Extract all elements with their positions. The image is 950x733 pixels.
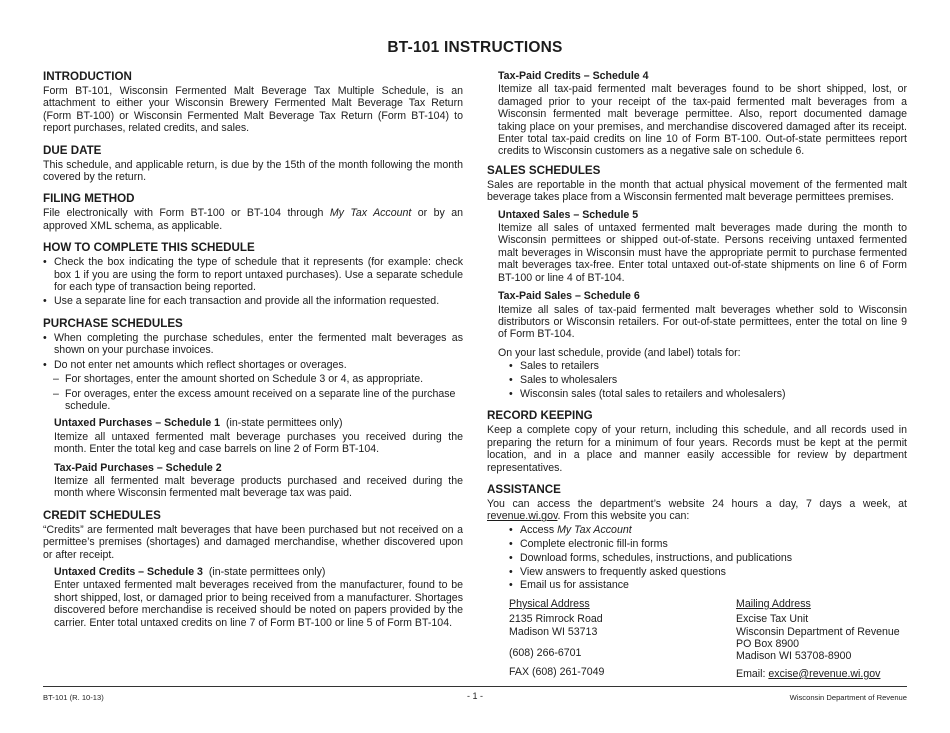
filing-method-section [43, 192, 463, 232]
introduction-text: Form BT-101, Wisconsin Fermented Malt Beverage Tax Multiple Schedule, is an attachment to either your Wisconsin Brewery Fermented Malt Beverage Tax Return (Form BT-100) or Wisconsin Fermented Malt Beverage Tax Return (Form BT-104) to report purchases, related credits, and sales. [43, 85, 463, 135]
fax-number: FAX (608) 261-7049 [509, 666, 605, 679]
schedule-6-text: Itemize all sales of tax-paid fermented malt beverages whether sold to Wisconsin distributors or Wisconsin retailers. For out-of-state permittees, enter the total on line 9 of Form BT-104. [498, 303, 907, 341]
phone-number: (608) 266-6701 [509, 647, 582, 660]
introduction-section [43, 70, 463, 135]
list-item: • Sales to wholesalers [509, 374, 907, 386]
email-line [736, 668, 936, 680]
schedule-3-heading [54, 566, 463, 578]
schedule-1-title: Untaxed Purchases – Schedule 1 [54, 417, 221, 430]
due-date-heading: DUE DATE [43, 143, 102, 157]
credit-schedules-text: “Credits” are fermented malt beverages that have been purchased but not received on a permittee’s premises (shortages) and damaged merchandise, whether discovered upon or after receipt. [43, 523, 463, 561]
schedule-2-heading: Tax-Paid Purchases – Schedule 2 [54, 461, 222, 474]
assistance-text [487, 498, 907, 523]
purchase-schedules-section [43, 317, 463, 500]
schedule-4-text: Itemize all tax-paid fermented malt beverages found to be short shipped, lost, or damaged prior to your receipt of the tax-paid fermented malt beverages from a Wisconsin fermented malt beverage permittee. Also, report documented damage taking place on your premises, and merchandise discovered damaged after its receipt. Enter total tax-paid credits on line 10 of Form BT-100. Out-of-state permittees report credits to Wisconsin customers as a negative sale on schedule 6. [498, 83, 907, 158]
filing-method-heading: FILING METHOD [43, 192, 135, 206]
assistance-text-part2: . From this website you can: [557, 510, 690, 523]
sales-schedules-section [487, 164, 907, 401]
schedule-3-note: (in-state permittees only) [208, 565, 326, 578]
credit-schedules-heading: CREDIT SCHEDULES [43, 508, 161, 522]
list-item: • Check the box indicating the type of schedule that it represents (for example: check box 1 if you are using the form to report untaxed purchases). Use a separate schedule for each type of transaction being reported. [43, 256, 463, 293]
filing-method-text [43, 207, 463, 232]
schedule-1-heading [54, 417, 463, 429]
list-item: – For shortages, enter the amount shorted on Schedule 3 or 4, as appropriate. [43, 373, 463, 385]
mailing-address-heading: Mailing Address [736, 597, 811, 610]
introduction-heading: INTRODUCTION [43, 70, 132, 83]
my-tax-account-ref: My Tax Account [329, 207, 412, 220]
email-link[interactable]: excise@revenue.wi.gov [768, 667, 881, 680]
list-item: • View answers to frequently asked questions [509, 566, 907, 578]
agency-name: Wisconsin Department of Revenue [789, 693, 907, 702]
assistance-heading: ASSISTANCE [487, 482, 561, 496]
mailing-address-line4: Madison WI 53708-8900 [736, 650, 852, 663]
list-item: • Sales to retailers [509, 360, 907, 372]
revenue-website-link[interactable]: revenue.wi.gov [487, 510, 558, 523]
addresses [487, 598, 907, 686]
schedule-5-text: Itemize all sales of untaxed fermented malt beverages made during the month to Wisconsin permittees or shipped out-of-state. Persons receiving untaxed fermented malt beverages in Wisconsin must have the appropriate permit to purchase fermented malt beverages tax-free. Enter total untaxed out-of-state shipments on line 6 of Form BT-100 or line 4 of BT-104. [498, 222, 907, 284]
filing-text-part2: or by an approved XML schema, as applicable. [43, 207, 463, 232]
schedule-6-heading: Tax-Paid Sales – Schedule 6 [498, 290, 640, 303]
schedule-1-text: Itemize all untaxed fermented malt beverage purchases you received during the month. Enter the total keg and case barrels on line 2 of Form BT-104. [54, 430, 463, 456]
schedule-3-block [54, 566, 463, 629]
physical-address-line2: Madison WI 53713 [509, 625, 598, 638]
schedule-1-note: (in-state permittees only) [225, 417, 343, 430]
due-date-text: This schedule, and applicable return, is due by the 15th of the month following the month covered by the return. [43, 158, 463, 184]
totals-intro: On your last schedule, provide (and label) totals for: [498, 346, 741, 359]
list-item: – For overages, enter the excess amount received on a separate line of the purchase schedule. [43, 388, 463, 413]
schedule-3-title: Untaxed Credits – Schedule 3 [54, 565, 203, 578]
my-tax-account-ref: My Tax Account [557, 523, 632, 536]
how-to-heading: HOW TO COMPLETE THIS SCHEDULE [43, 241, 255, 255]
list-item: • Email us for assistance [509, 579, 907, 591]
schedule-3-text: Enter untaxed fermented malt beverages received from the manufacturer, found to be short shipped, lost, or damaged prior to being received from a manufacturer. Shortages discovered before merchandise is received should be noted on papers provided by the carrier. Enter total untaxed credits on line 7 of Form BT-100 or line 5 of Form BT-104. [54, 579, 463, 629]
schedule-2-text: Itemize all fermented malt beverage products purchased and received during the month where Wisconsin fermented malt beverage tax was paid. [54, 474, 463, 500]
physical-address-line1: 2135 Rimrock Road [509, 613, 603, 626]
list-item: • Download forms, schedules, instructions, and publications [509, 552, 907, 564]
assistance-text-part1: You can access the department’s website 24 hours a day, 7 days a week, at [487, 497, 907, 510]
assistance-list [509, 524, 907, 592]
list-item: • Do not enter net amounts which reflect shortages or overages. [43, 359, 463, 371]
footer-divider [43, 686, 907, 687]
schedule-5-heading: Untaxed Sales – Schedule 5 [498, 208, 639, 221]
record-keeping-text: Keep a complete copy of your return, including this schedule, and all records used in preparing the return for a minimum of four years. Records must be kept at the permit location, and in a place and manner easily accessible for review by department representatives. [487, 424, 907, 474]
form-id: BT-101 (R. 10-13) [43, 693, 104, 702]
schedule-6-block [498, 290, 907, 341]
list-item: • Use a separate line for each transaction and provide all the information requested. [43, 295, 463, 307]
physical-address-heading: Physical Address [509, 597, 590, 610]
physical-address [509, 598, 709, 679]
purchase-list [43, 332, 463, 371]
list-item: • When completing the purchase schedules, enter the fermented malt beverages as shown on your purchase invoices. [43, 332, 463, 357]
email-label: Email: [736, 667, 769, 680]
how-to-section [43, 241, 463, 308]
sales-schedules-text: Sales are reportable in the month that actual physical movement of the fermented malt beverage takes place from a Wisconsin fermented malt beverage permittees premises. [487, 178, 907, 204]
schedule-2-block [54, 462, 463, 500]
list-item: • Wisconsin sales (total sales to retailers and wholesalers) [509, 388, 907, 400]
schedule-4-heading: Tax-Paid Credits – Schedule 4 [498, 70, 649, 82]
right-column [487, 70, 907, 695]
totals-list [509, 360, 907, 400]
record-keeping-section [487, 409, 907, 474]
page-title: BT-101 INSTRUCTIONS [387, 39, 563, 56]
record-keeping-heading: RECORD KEEPING [487, 409, 593, 423]
list-item: • Complete electronic fill-in forms [509, 538, 907, 550]
list-item [509, 524, 907, 536]
credit-schedules-section [43, 509, 463, 629]
left-column [43, 70, 463, 638]
page-number: - 1 - [466, 691, 483, 701]
purchase-schedules-heading: PURCHASE SCHEDULES [43, 316, 183, 330]
schedule-5-block [498, 209, 907, 284]
schedule-1-block [54, 417, 463, 455]
sales-schedules-heading: SALES SCHEDULES [487, 163, 601, 177]
schedule-4-block [498, 70, 907, 158]
how-to-list [43, 256, 463, 308]
mailing-address-line2: Wisconsin Department of Revenue [736, 625, 900, 638]
mailing-address [736, 598, 936, 680]
assistance-section [487, 483, 907, 686]
purchase-sublist [43, 373, 463, 412]
mailing-address-line3: PO Box 8900 [736, 638, 800, 651]
mailing-address-line1: Excise Tax Unit [736, 613, 809, 626]
filing-text-part1: File electronically with Form BT-100 or BT-104 through [43, 207, 330, 220]
due-date-section [43, 144, 463, 184]
access-label: Access [520, 523, 558, 536]
